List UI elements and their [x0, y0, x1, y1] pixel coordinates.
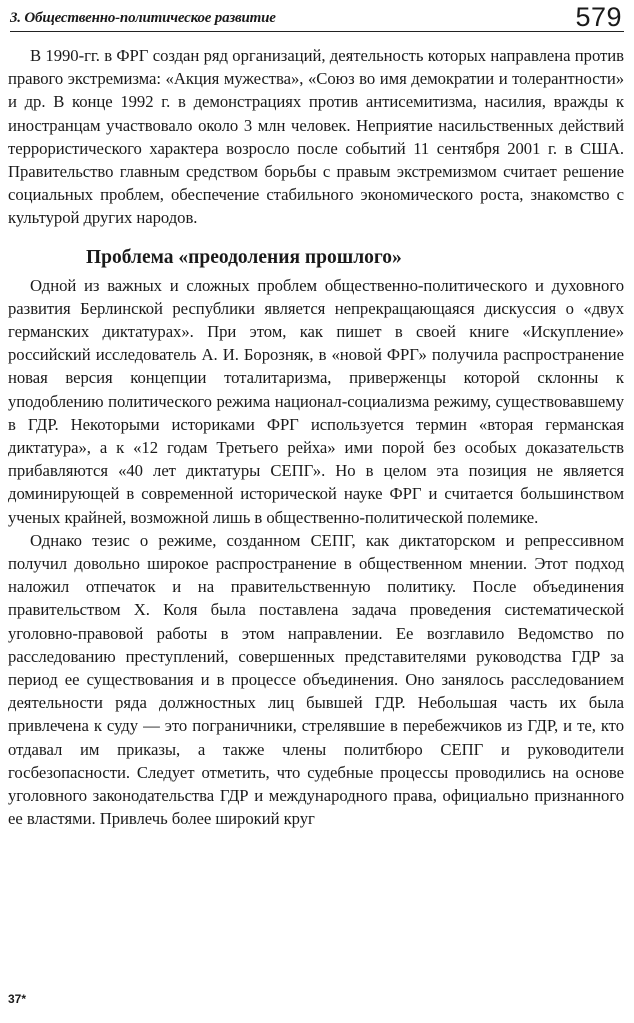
page-number: 579 [575, 2, 622, 32]
section-heading: Проблема «преодоления прошлого» [86, 246, 402, 268]
signature-mark: 37* [8, 992, 27, 1006]
paragraph-sed-regime: Однако тезис о режиме, созданном СЕПГ, как диктаторском и репрессивном получил довольно широкое распространение в общественном мнении. Этот подход наложил отпечаток и на правительственную политику. После объединения правительством Х. Коля была поставлена задача проведения систематической уголовно-правовой работы в этом направлении. Ее возглавило Ведомство по расследованию преступлений, совершенных представителями руководства ГДР за период ее существования и в процессе объединения. Оно занялось расследованием деятельности ряда должностных лиц бывшей ГДР. Небольшая часть их была привлечена к суду — это пограничники, стрелявшие в перебежчиков из ГДР, и те, кто отдавал им приказы, а также члены политбюро СЕПГ и руководители госбезопасности. Следует отметить, что судебные процессы проводились на основе уголовного законодательства ГДР и международного права, официально признанного ее властями. Привлечь более широкий круг [8, 530, 624, 829]
paragraph-right-extremism: В 1990-гг. в ФРГ создан ряд организаций, деятельность которых направлена против правого экстремизма: «Акция мужества», «Союз во имя демократии и толерантности» и др. В конце 1992 г. в демонстрациях против антисемитизма, насилия, вражды к иностранцам участвовало около 3 млн человек. Неприятие насильственных действий террористического характера возросло после событий 11 сентября 2001 г. в США. Правительство главным средством борьбы с правым экстремизмом считает решение социальных проблем, обеспечение стабильного экономического роста, знакомство с культурой других народов. [8, 46, 624, 228]
page-header [10, 4, 624, 32]
page-body [8, 44, 624, 831]
header-rule [10, 31, 624, 32]
paragraph-two-dictatorships: Одной из важных и сложных проблем общественно-политического и духовного развития Берлинской республики является непрекращающаяся дискуссия о «двух германских диктатурах». При этом, как пишет в своей книге «Искупление» российский исследователь А. И. Борозняк, в «новой ФРГ» получила распространение новая версия концепции тоталитаризма, приверженцы которой склонны к уподоблению политического режима национал-социализма режиму, существовавшему в ГДР. Некоторыми историками ФРГ используется термин «вторая германская диктатура», а к «12 годам Третьего рейха» ими порой без особых доказательств прибавляются «40 лет диктатуры СЕПГ». Но в целом эта позиция не является доминирующей в современной исторической науке ФРГ и считается большинством ученых крайней, возможной лишь в общественно-политической полемике. [8, 275, 624, 527]
running-title: 3. Общественно-политическое развитие [10, 10, 276, 26]
